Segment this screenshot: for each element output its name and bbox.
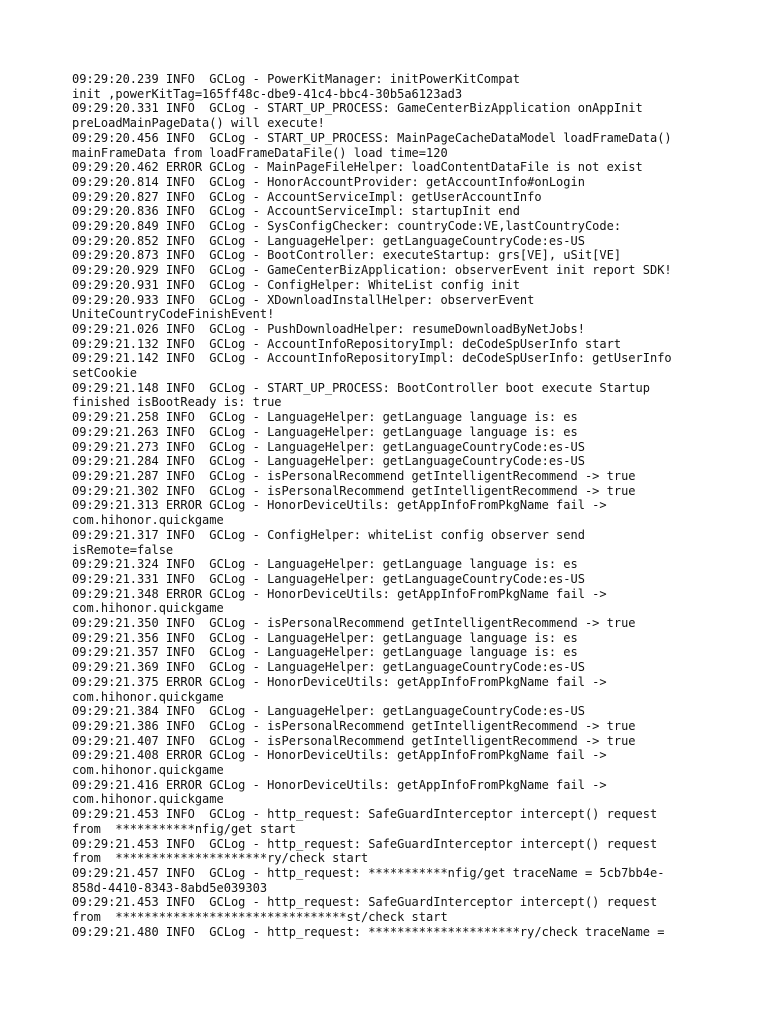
log-line: 09:29:21.313 ERROR GCLog - HonorDeviceUtils: getAppInfoFromPkgName fail ->	[72, 498, 607, 513]
log-line: 09:29:21.375 ERROR GCLog - HonorDeviceUtils: getAppInfoFromPkgName fail ->	[72, 674, 607, 689]
log-line: com.hihonor.quickgame	[72, 601, 224, 616]
log-line: 09:29:20.873 INFO GCLog - BootController: executeStartup: grs[VE], uSit[VE]	[72, 248, 622, 263]
log-line: 09:29:21.273 INFO GCLog - LanguageHelper: getLanguageCountryCode:es-US	[72, 439, 585, 454]
log-line: 09:29:21.284 INFO GCLog - LanguageHelper: getLanguageCountryCode:es-US	[72, 454, 585, 469]
log-line: 09:29:21.317 INFO GCLog - ConfigHelper: whiteList config observer send	[72, 527, 585, 542]
log-line: 09:29:20.836 INFO GCLog - AccountServiceImpl: startupInit end	[72, 204, 520, 219]
log-line: preLoadMainPageData() will execute!	[72, 116, 325, 131]
log-line: 09:29:21.386 INFO GCLog - isPersonalRecommend getIntelligentRecommend -> true	[72, 718, 636, 733]
log-line: 09:29:20.462 ERROR GCLog - MainPageFileHelper: loadContentDataFile is not exist	[72, 160, 643, 175]
log-line: 09:29:21.132 INFO GCLog - AccountInfoRepositoryImpl: deCodeSpUserInfo start	[72, 336, 622, 351]
log-line: 09:29:21.302 INFO GCLog - isPersonalRecommend getIntelligentRecommend -> true	[72, 483, 636, 498]
log-line: 09:29:21.457 INFO GCLog - http_request: ***********nfig/get traceName = 5cb7bb4e-	[72, 865, 665, 880]
log-line: 09:29:20.852 INFO GCLog - LanguageHelper: getLanguageCountryCode:es-US	[72, 233, 585, 248]
log-line: finished isBootReady is: true	[72, 395, 282, 410]
log-line: mainFrameData from loadFrameDataFile() load time=120	[72, 145, 448, 160]
log-line: 09:29:21.453 INFO GCLog - http_request: SafeGuardInterceptor intercept() request	[72, 836, 658, 851]
log-line: 09:29:21.453 INFO GCLog - http_request: SafeGuardInterceptor intercept() request	[72, 895, 658, 910]
log-line: setCookie	[72, 366, 138, 381]
log-line: com.hihonor.quickgame	[72, 513, 224, 528]
log-line: 09:29:20.931 INFO GCLog - ConfigHelper: WhiteList config init	[72, 277, 520, 292]
log-line: 09:29:21.369 INFO GCLog - LanguageHelper: getLanguageCountryCode:es-US	[72, 660, 585, 675]
document-page	[72, 72, 712, 939]
log-line: 09:29:21.453 INFO GCLog - http_request: SafeGuardInterceptor intercept() request	[72, 807, 658, 822]
log-line: 09:29:21.480 INFO GCLog - http_request: *********************ry/check traceName =	[72, 924, 665, 939]
log-line: init ,powerKitTag=165ff48c-dbe9-41c4-bbc4-30b5a6123ad3	[72, 86, 463, 101]
log-line: 09:29:21.026 INFO GCLog - PushDownloadHelper: resumeDownloadByNetJobs!	[72, 321, 585, 336]
log-line: 09:29:21.408 ERROR GCLog - HonorDeviceUtils: getAppInfoFromPkgName fail ->	[72, 748, 607, 763]
log-line: com.hihonor.quickgame	[72, 792, 224, 807]
log-line: 09:29:21.148 INFO GCLog - START_UP_PROCESS: BootController boot execute Startup	[72, 380, 650, 395]
log-line: 09:29:21.263 INFO GCLog - LanguageHelper: getLanguage language is: es	[72, 424, 578, 439]
log-line: 09:29:21.331 INFO GCLog - LanguageHelper: getLanguageCountryCode:es-US	[72, 571, 585, 586]
log-line: 09:29:20.849 INFO GCLog - SysConfigChecker: countryCode:VE,lastCountryCode:	[72, 219, 622, 234]
log-line: 09:29:21.407 INFO GCLog - isPersonalRecommend getIntelligentRecommend -> true	[72, 733, 636, 748]
log-line: 09:29:21.258 INFO GCLog - LanguageHelper: getLanguage language is: es	[72, 410, 578, 425]
log-line: 09:29:21.287 INFO GCLog - isPersonalRecommend getIntelligentRecommend -> true	[72, 468, 636, 483]
log-output	[72, 72, 712, 939]
log-line: 858d-4410-8343-8abd5e039303	[72, 880, 268, 895]
log-line: 09:29:21.324 INFO GCLog - LanguageHelper: getLanguage language is: es	[72, 557, 578, 572]
log-line: 09:29:20.456 INFO GCLog - START_UP_PROCESS: MainPageCacheDataModel loadFrameData()	[72, 130, 672, 145]
log-line: 09:29:21.356 INFO GCLog - LanguageHelper: getLanguage language is: es	[72, 630, 578, 645]
log-line: 09:29:21.384 INFO GCLog - LanguageHelper: getLanguageCountryCode:es-US	[72, 704, 585, 719]
log-line: 09:29:21.350 INFO GCLog - isPersonalRecommend getIntelligentRecommend -> true	[72, 616, 636, 631]
log-line: 09:29:20.239 INFO GCLog - PowerKitManager: initPowerKitCompat	[72, 72, 520, 86]
log-line: 09:29:20.827 INFO GCLog - AccountServiceImpl: getUserAccountInfo	[72, 189, 542, 204]
log-line: 09:29:21.357 INFO GCLog - LanguageHelper: getLanguage language is: es	[72, 645, 578, 660]
log-line: 09:29:20.331 INFO GCLog - START_UP_PROCESS: GameCenterBizApplication onAppInit	[72, 101, 643, 116]
log-line: from ********************************st/check start	[72, 910, 448, 925]
log-line: from ***********nfig/get start	[72, 821, 296, 836]
log-line: 09:29:21.416 ERROR GCLog - HonorDeviceUtils: getAppInfoFromPkgName fail ->	[72, 777, 607, 792]
log-line: 09:29:20.933 INFO GCLog - XDownloadInstallHelper: observerEvent	[72, 292, 535, 307]
log-line: com.hihonor.quickgame	[72, 689, 224, 704]
log-line: 09:29:20.814 INFO GCLog - HonorAccountProvider: getAccountInfo#onLogin	[72, 174, 585, 189]
log-line: 09:29:21.142 INFO GCLog - AccountInfoRepositoryImpl: deCodeSpUserInfo: getUserInfo	[72, 351, 672, 366]
log-line: isRemote=false	[72, 542, 174, 557]
log-line: com.hihonor.quickgame	[72, 763, 224, 778]
log-line: UniteCountryCodeFinishEvent!	[72, 307, 275, 322]
log-line: 09:29:21.348 ERROR GCLog - HonorDeviceUtils: getAppInfoFromPkgName fail ->	[72, 586, 607, 601]
log-line: 09:29:20.929 INFO GCLog - GameCenterBizApplication: observerEvent init report SDK!	[72, 263, 672, 278]
log-line: from *********************ry/check start	[72, 851, 369, 866]
